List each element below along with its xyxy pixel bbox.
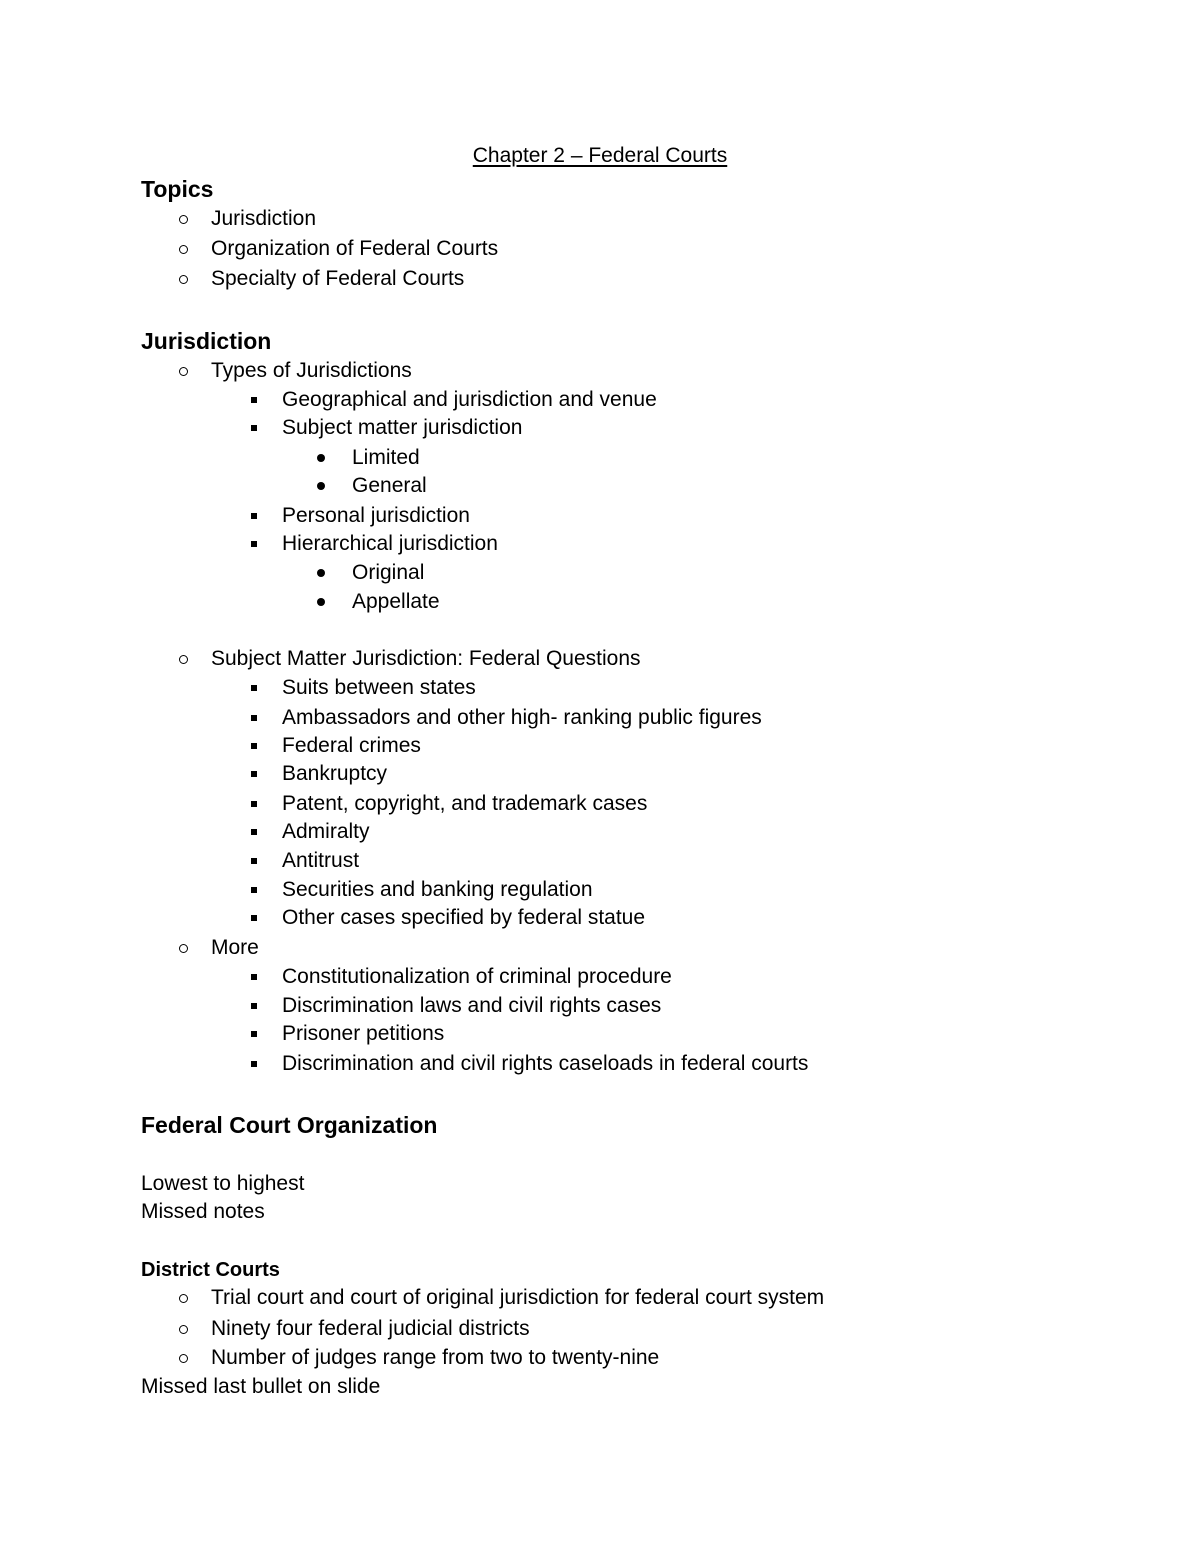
square-bullet-icon [244,818,264,846]
page-title: Chapter 2 – Federal Courts [472,144,728,167]
square-bullet-icon [244,502,264,530]
list-item: General [352,474,427,497]
list-item: Limited [352,446,420,469]
square-bullet-icon [244,963,264,991]
list-item: Hierarchical jurisdiction [282,532,498,555]
circle-bullet-icon [173,265,193,293]
dot-bullet-icon [311,472,331,500]
list-item: Original [352,561,425,584]
list-item: Ninety four federal judicial districts [211,1317,530,1340]
list-item: Other cases specified by federal statue [282,906,646,929]
list-item: Discrimination and civil rights caseloads in federal courts [282,1052,809,1075]
list-item: Geographical and jurisdiction and venue [282,388,657,411]
square-bullet-icon [244,876,264,904]
list-item: Constitutionalization of criminal procedure [282,965,672,988]
topic-item: Organization of Federal Courts [211,237,499,260]
list-item: Subject matter jurisdiction [282,416,523,439]
topic-item: Jurisdiction [211,207,317,230]
federal-questions-label: Subject Matter Jurisdiction: Federal Questions [211,647,641,670]
list-item: Trial court and court of original jurisdiction for federal court system [211,1286,825,1309]
circle-bullet-icon [173,357,193,385]
square-bullet-icon [244,1050,264,1078]
list-item: Prisoner petitions [282,1022,445,1045]
dot-bullet-icon [311,559,331,587]
list-item: Securities and banking regulation [282,878,593,901]
circle-bullet-icon [173,645,193,673]
circle-bullet-icon [173,1284,193,1312]
list-item: Suits between states [282,676,476,699]
list-item: Number of judges range from two to twenty-nine [211,1346,660,1369]
dot-bullet-icon [311,588,331,616]
list-item: Federal crimes [282,734,421,757]
dot-bullet-icon [311,444,331,472]
circle-bullet-icon [173,235,193,263]
square-bullet-icon [244,992,264,1020]
square-bullet-icon [244,904,264,932]
topics-heading: Topics [141,176,214,202]
list-item: Antitrust [282,849,360,872]
note-line: Missed notes [141,1200,265,1223]
square-bullet-icon [244,1020,264,1048]
square-bullet-icon [244,674,264,702]
list-item: Appellate [352,590,440,613]
note-line: Lowest to highest [141,1172,305,1195]
square-bullet-icon [244,530,264,558]
list-item: Personal jurisdiction [282,504,470,527]
square-bullet-icon [244,386,264,414]
circle-bullet-icon [173,934,193,962]
circle-bullet-icon [173,1315,193,1343]
more-label: More [211,936,259,959]
district-courts-heading: District Courts [141,1259,280,1281]
topic-item: Specialty of Federal Courts [211,267,465,290]
circle-bullet-icon [173,205,193,233]
list-item: Discrimination laws and civil rights cases [282,994,662,1017]
list-item: Ambassadors and other high- ranking public figures [282,706,762,729]
square-bullet-icon [244,732,264,760]
list-item: Admiralty [282,820,370,843]
square-bullet-icon [244,760,264,788]
square-bullet-icon [244,704,264,732]
circle-bullet-icon [173,1344,193,1372]
list-item: Bankruptcy [282,762,388,785]
note-line: Missed last bullet on slide [141,1375,381,1398]
square-bullet-icon [244,790,264,818]
list-item: Patent, copyright, and trademark cases [282,792,648,815]
square-bullet-icon [244,414,264,442]
jurisdiction-heading: Jurisdiction [141,328,272,354]
organization-heading: Federal Court Organization [141,1112,438,1138]
types-of-jurisdictions: Types of Jurisdictions [211,359,412,382]
square-bullet-icon [244,847,264,875]
